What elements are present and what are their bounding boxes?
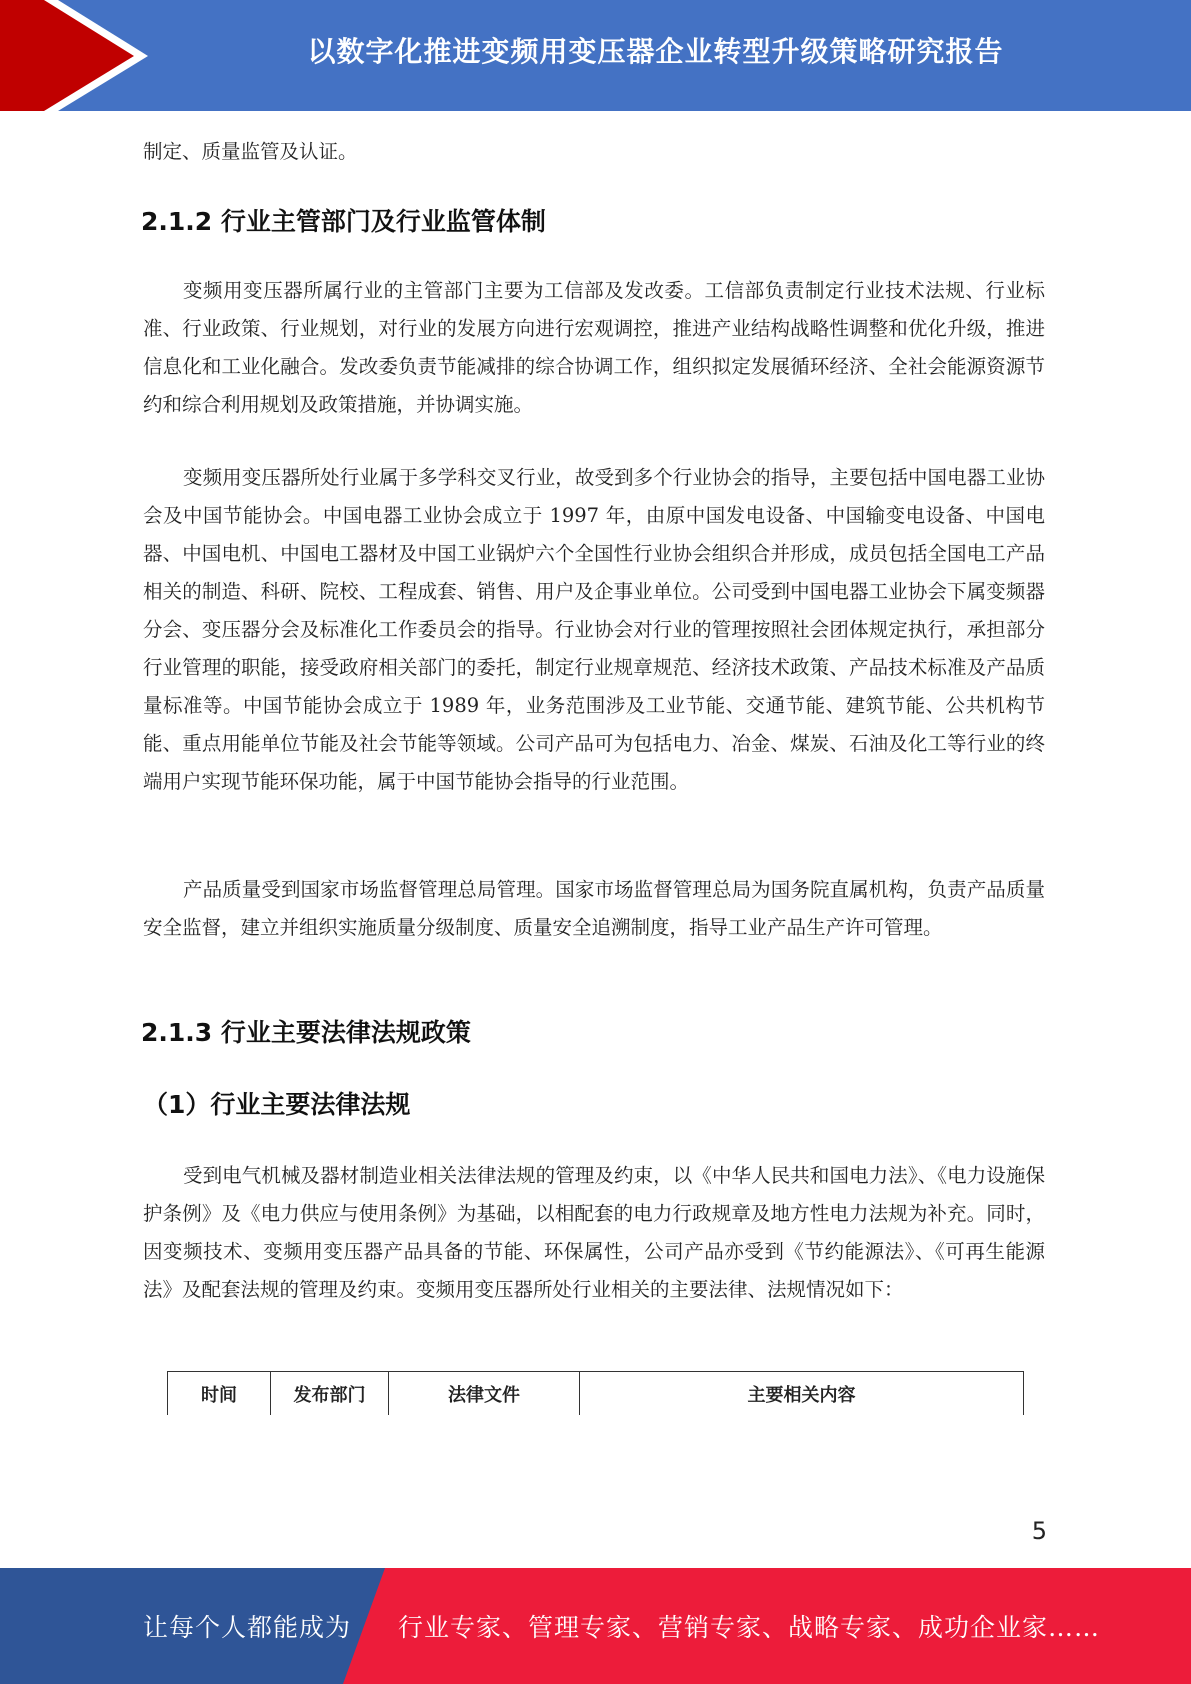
paragraph-regulators: 变频用变压器所属行业的主管部门主要为工信部及发改委。工信部负责制定行业技术法规、行业标准、行业政策、行业规划，对行业的发展方向进行宏观调控，推进产业结构战略性调整和优化升级，推进信息化和工业化融合。发改委负责节能减排的综合协调工作，组织拟定发展循环经济、全社会能源资源节约和综合利用规划及政策措施，并协调实施。	[143, 279, 1045, 416]
laws-table	[167, 1371, 1024, 1415]
subsection-heading-laws: （1）行业主要法律法规	[143, 1090, 411, 1119]
col-header-time: 时间	[168, 1372, 271, 1416]
page-number: 5	[1031, 1517, 1047, 1545]
paragraph-quality-supervision: 产品质量受到国家市场监督管理总局管理。国家市场监督管理总局为国务院直属机构，负责产品质量安全监督，建立并组织实施质量分级制度、质量安全追溯制度，指导工业产品生产许可管理。	[143, 878, 1045, 939]
paragraph-associations: 变频用变压器所处行业属于多学科交叉行业，故受到多个行业协会的指导，主要包括中国电器工业协会及中国节能协会。中国电器工业协会成立于 1997 年，由原中国发电设备、中国输变电设备、中国电器、中国电机、中国电工器材及中国工业锅炉六个全国性行业协会组织合并形成，成员包括全国电工产品相关的制造、科研、院校、工程成套、销售、用户及企事业单位。公司受到中国电器工业协会下属变频器分会、变压器分会及标准化工作委员会的指导。行业协会对行业的管理按照社会团体规定执行，承担部分行业管理的职能，接受政府相关部门的委托，制定行业规章规范、经济技术政策、产品技术标准及产品质量标准等。中国节能协会成立于 1989 年，业务范围涉及工业节能、交通节能、建筑节能、公共机构节能、重点用能单位节能及社会节能等领域。公司产品可为包括电力、冶金、煤炭、石油及化工等行业的终端用户实现节能环保功能，属于中国节能协会指导的行业范围。	[143, 466, 1045, 793]
continuation-text: 制定、质量监管及认证。	[143, 140, 358, 163]
footer-slogan-left: 让每个人都能成为	[143, 1613, 352, 1642]
header-chevron-icon	[0, 0, 160, 111]
paragraph-laws: 受到电气机械及器材制造业相关法律法规的管理及约束，以《中华人民共和国电力法》、《电力设施保护条例》及《电力供应与使用条例》为基础，以相配套的电力行政规章及地方性电力法规为补充。同时，因变频技术、变频用变压器产品具备的节能、环保属性，公司产品亦受到《节约能源法》、《可再生能源法》及配套法规的管理及约束。变频用变压器所处行业相关的主要法律、法规情况如下：	[143, 1164, 1045, 1301]
page-footer	[0, 1568, 1191, 1684]
table-header-row	[168, 1372, 1024, 1416]
page-header	[0, 0, 1191, 111]
section-heading-2-1-3: 2.1.3 行业主要法律法规政策	[141, 1018, 471, 1047]
col-header-document: 法律文件	[389, 1372, 580, 1416]
report-title: 以数字化推进变频用变压器企业转型升级策略研究报告	[307, 35, 1004, 68]
col-header-department: 发布部门	[271, 1372, 389, 1416]
footer-slogan-right: 行业专家、管理专家、营销专家、战略专家、成功企业家……	[398, 1613, 1101, 1642]
section-heading-2-1-2: 2.1.2 行业主管部门及行业监管体制	[141, 207, 546, 236]
col-header-content: 主要相关内容	[580, 1372, 1024, 1416]
